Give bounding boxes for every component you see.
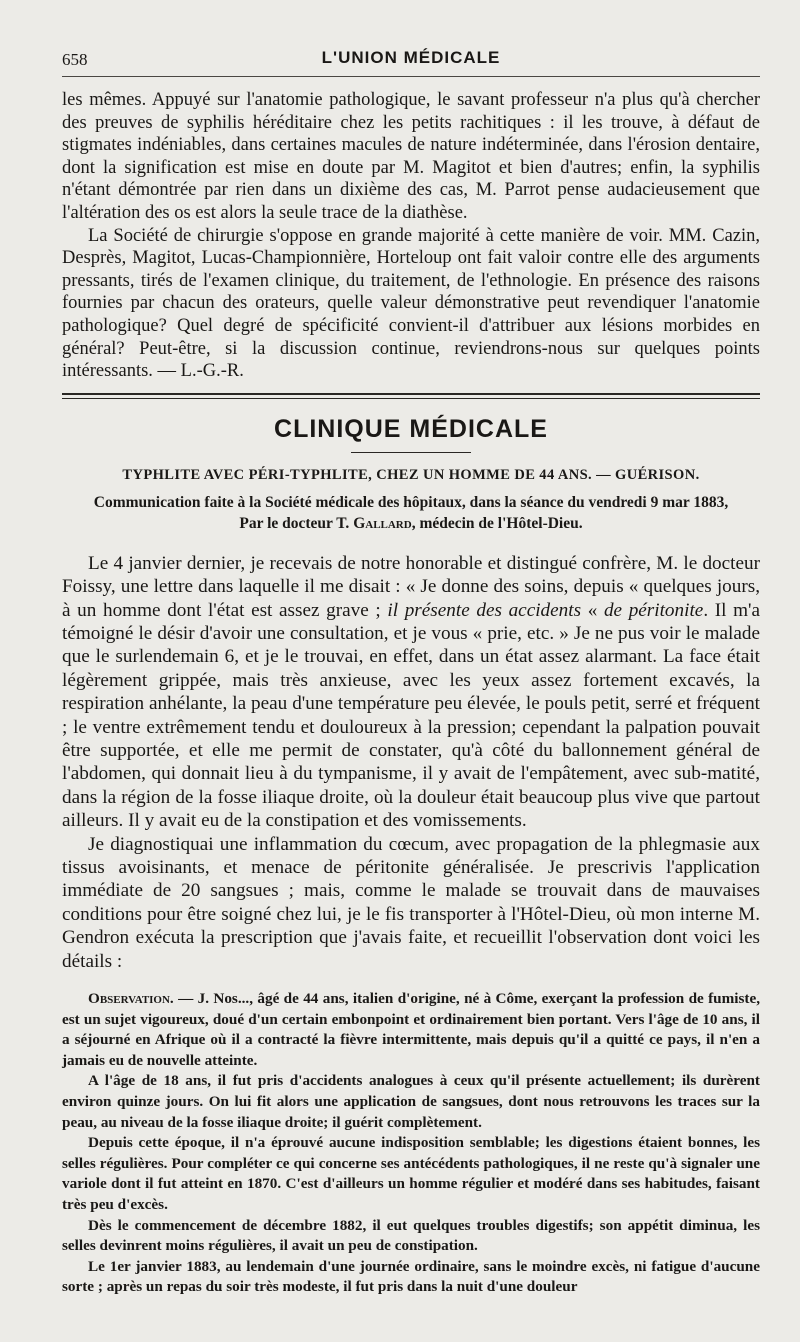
communication-note [62,492,760,534]
byline-prefix: Par le docteur T. [239,514,354,532]
italic-run: il présente des accidents [387,599,582,621]
section-divider [62,393,760,399]
italic-run: de péritonite [603,599,704,621]
intro-paragraph: La Société de chirurgie s'oppose en grande majorité à cette manière de voir. MM. Cazin, Desprès, Magitot, Lucas-Championnière, Horteloup ont fait valoir contre elle des arguments pressants, tirés de l'examen clinique, du traitement, de l'ethnologie. En présence des raisons fournies par chacun des orateurs, quelle valeur démonstrative peut revendiquer l'anatomie pathologique? Quel degré de spécificité convient-il d'attribuer aux lésions morbides en général? Peut-être, si la discussion continue, reviendrons-nous sur quelques points intéressants. — L.-G.-R. [62,225,760,382]
author-name: Gallard [353,514,412,532]
text-run: . Il m'a témoigné le désir d'avoir une consultation, et je vous « prie, etc. » Je ne pus voir le malade que le surlendemain 6, et je le trouvai, en effet, dans un état assez alarmant. La face était légèrement grippée, mais très anxieuse, avec les yeux assez fortement excavés, la respiration anhélante, la peau d'une température peu élevée, le pouls petit, serré et fréquent ; le ventre extrêmement tendu et douloureux à la pression; cependant la palpation pouvait être supportée, et elle me permit de constater, qu'à côté du ballonnement général de l'abdomen, qui donnait lieu à du tympanisme, il y avait de l'empâtement, avec sub-matité, dans la région de la fosse iliaque droite, où la douleur était beaucoup plus vive que partout ailleurs. Il y avait eu de la constipation et des vomissements. [62,599,761,832]
text-run: « [581,599,604,621]
section-title: CLINIQUE MÉDICALE [274,414,548,443]
main-text [62,552,760,973]
communication-byline [62,513,760,534]
communication-line: Communication faite à la Société médicale des hôpitaux, dans la séance du vendredi 9 mar 1883, [93,493,729,511]
observation-section [62,989,760,1298]
observation-paragraph: Depuis cette époque, il n'a éprouvé aucune indisposition semblable; les digestions étaient bonnes, les selles régulières. Pour compléter ce qui concerne ses antécédents pathologiques, il ne reste qu'à signaler une variole dont il fut atteint en 1870. C'est d'ailleurs un homme régulier et modéré dans ses habitudes, faisant très peu d'excès. [62,1134,760,1213]
main-paragraph [62,552,760,833]
observation-paragraph: Dès le commencement de décembre 1882, il eut quelques troubles digestifs; son appétit diminua, les selles devinrent moins régulières, il avait un peu de constipation. [62,1216,760,1255]
observation-paragraph: Le 1er janvier 1883, au lendemain d'une journée ordinaire, sans le moindre excès, ni fatigue d'aucune sorte ; après un repas du soir très modeste, il fut pris dans la nuit d'une douleur [62,1257,760,1296]
intro-paragraph: les mêmes. Appuyé sur l'anatomie pathologique, le savant professeur n'a plus qu'à chercher des preuves de syphilis héréditaire chez les petits rachitiques : il les trouve, à défaut de stigmates indéniables, dans certaines macules de nature indéterminée, dans l'érosion dentaire, dont la signification est mise en doute par M. Magitot et bien d'autres; enfin, la syphilis n'étant démontrée par rien dans un dixième des cas, M. Parrot pense audacieusement que l'altération des os est alors la seule trace de la diathèse. [62,90,760,223]
running-header [62,46,760,77]
observation-paragraph: A l'âge de 18 ans, il fut pris d'accidents analogues à ceux qu'il présente actuellement; ils durèrent environ quinze jours. On lui fit alors une application de sangsues, dont nous retrouvons les traces sur la peau, au niveau de la fosse iliaque droite; il guérit complètement. [62,1072,760,1131]
byline-suffix: , médecin de l'Hôtel-Dieu. [411,514,583,532]
observation-paragraph [62,989,760,1071]
title-underline [351,452,471,453]
text-run: — J. Nos..., âgé de 44 ans, italien d'origine, né à Côme, exerçant la profession de fumiste, est un sujet vigoureux, doué d'un certain embonpoint et ordinairement bien portant. Vers l'âge de 10 ans, il a séjourné en Afrique où il a contracté la fièvre intermittente, mais depuis qu'il a quitté ce pays, il n'en a jamais eu de nouvelle atteinte. [62,990,760,1069]
text-run: Le 4 janvier dernier, je recevais de notre honorable et distingué confrère, M. le docteur Foissy, une lettre dans laquelle il me disait : « Je donne des soins, depuis « quelques jours, à un homme dont l'état est assez grave ; [62,552,760,621]
observation-label: Observation. [88,990,174,1008]
article-title: TYPHLITE AVEC PÉRI-TYPHLITE, CHEZ UN HOMME DE 44 ANS. — GUÉRISON. [122,466,700,483]
main-paragraph: Je diagnostiquai une inflammation du cœcum, avec propagation de la phlegmasie aux tissus avoisinants, et menace de péritonite généralisée. Je prescrivis l'application immédiate de 20 sangsues ; mais, comme le malade se trouvait dans de mauvaises conditions pour être soigné chez lui, je le fis transporter à l'Hôtel-Dieu, où mon interne M. Gendron exécuta la prescription que j'avais faite, et recueillit l'observation dont voici les détails : [62,833,760,972]
intro-text [62,89,760,383]
page-number: 658 [62,50,88,69]
journal-title: L'UNION MÉDICALE [321,48,501,67]
